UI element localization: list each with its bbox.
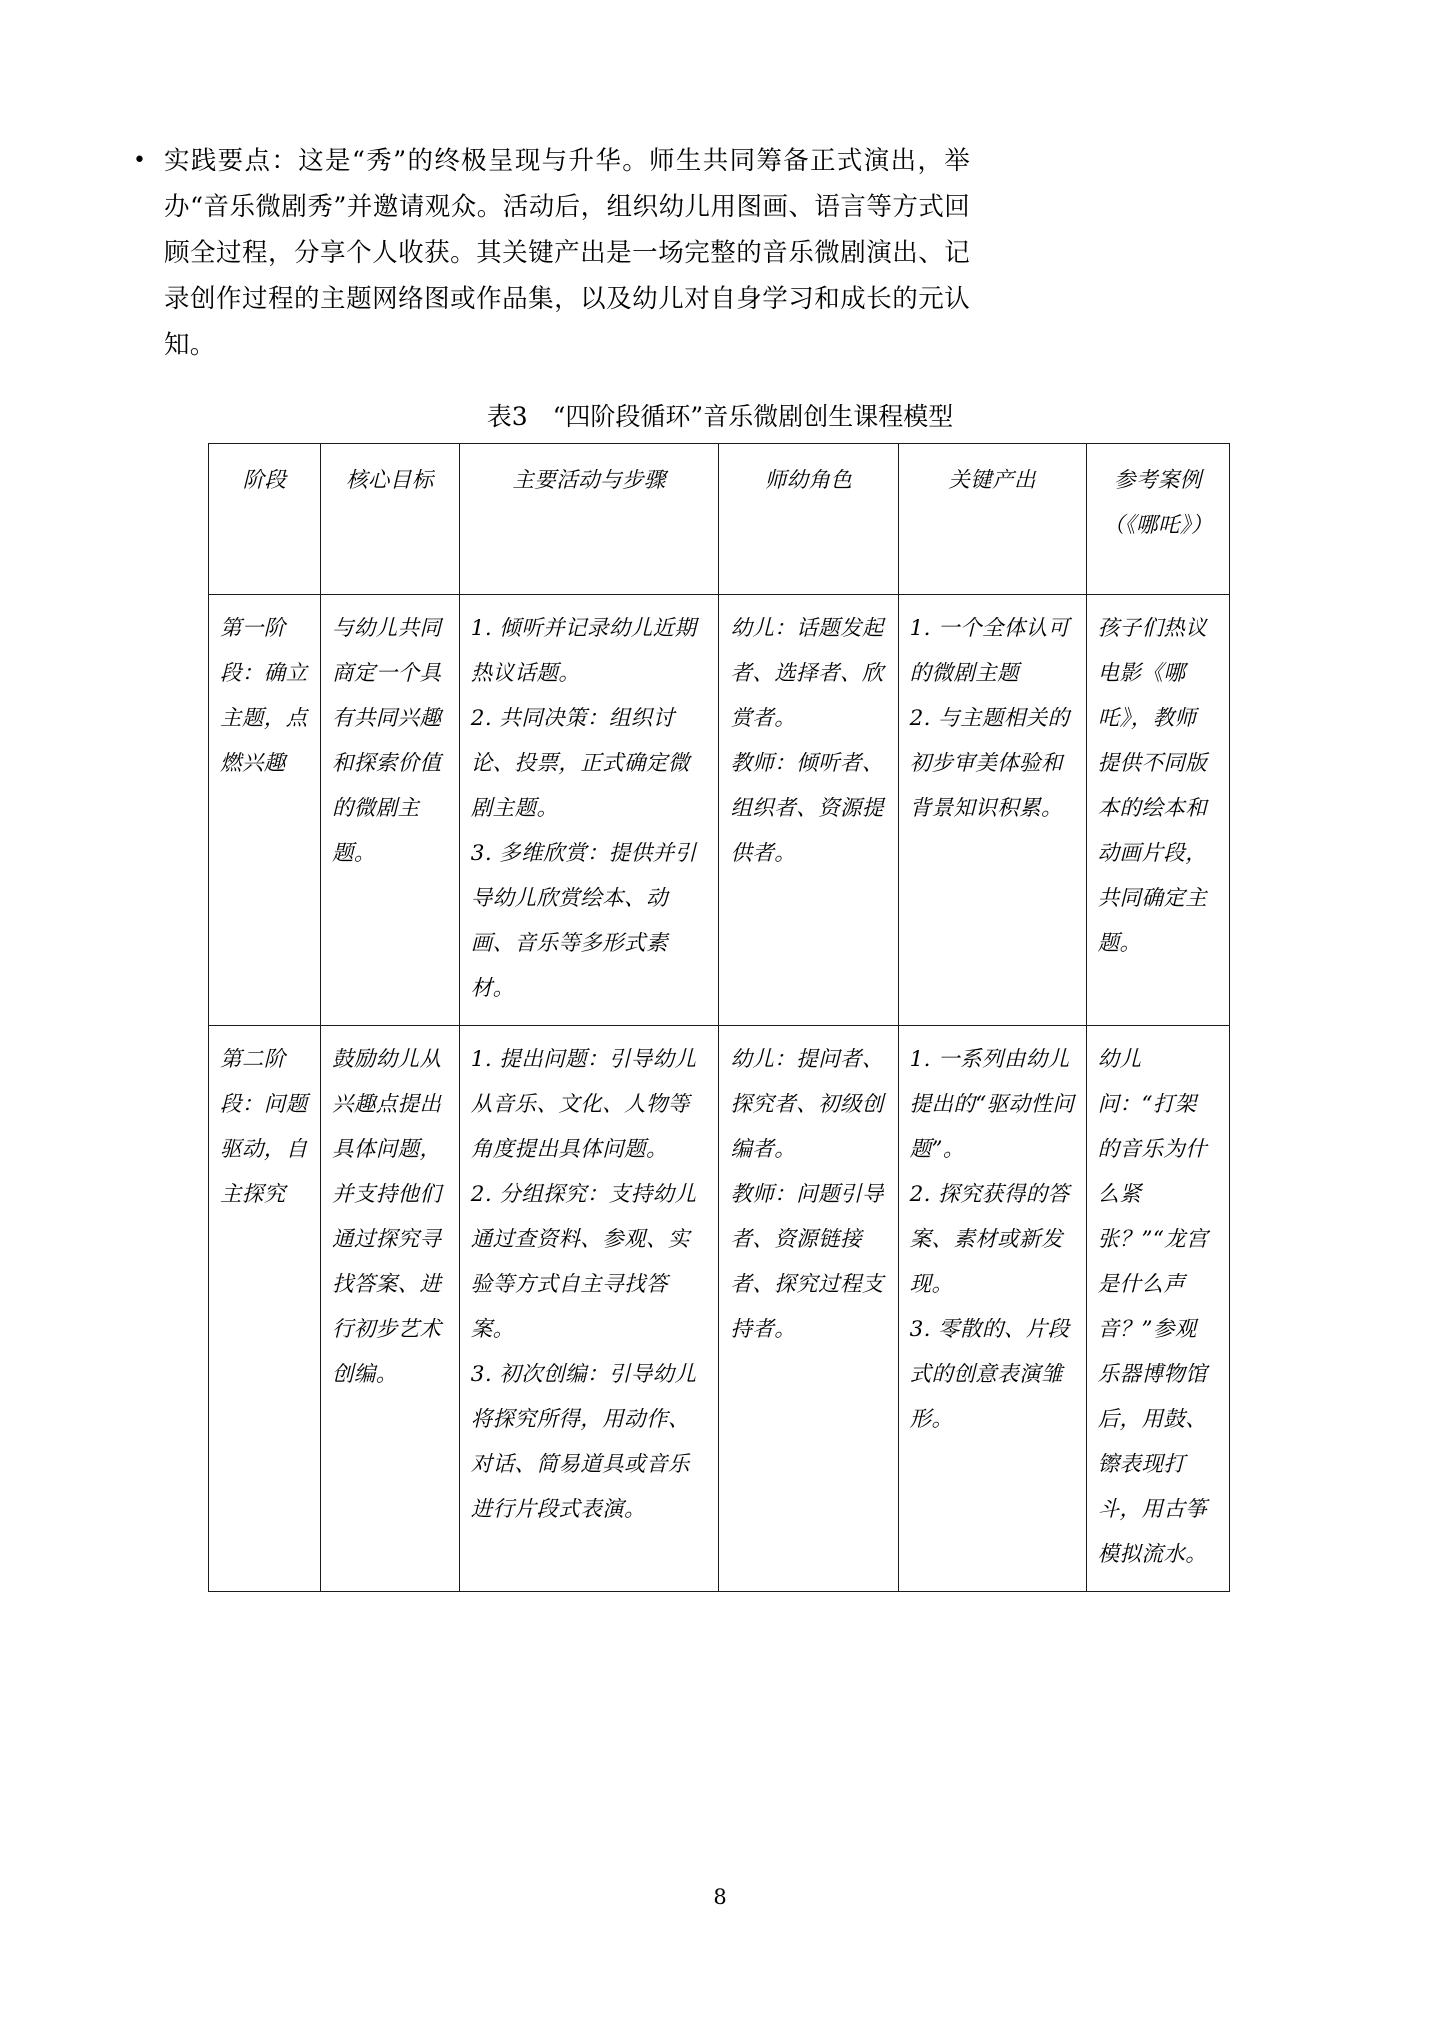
column-header-core-goal [320, 444, 459, 595]
column-header-outputs [898, 444, 1086, 595]
role-item: 幼儿：提问者、探究者、初级创编者。 [730, 1047, 884, 1162]
table-caption: 表3 “四阶段循环”音乐微剧创生课程模型 [486, 402, 954, 431]
column-header-stage-line1: 阶段 [242, 468, 287, 493]
column-header-core-goal-line1: 核心目标 [346, 468, 434, 493]
activity-item: 2. 分组探究：支持幼儿通过查资料、参观、实验等方式自主寻找答案。 [470, 1182, 697, 1342]
output-item: 2. 探究获得的答案、素材或新发现。 [909, 1182, 1070, 1297]
activity-item: 3. 初次创编：引导幼儿将探究所得，用动作、对话、简易道具或音乐进行片段式表演。 [470, 1362, 697, 1522]
column-header-example-line2: （《哪吒》） [1102, 513, 1213, 538]
output-item: 1. 一系列由幼儿提出的“驱动性问题”。 [909, 1047, 1075, 1162]
bullet-paragraph-text: 实践要点：这是“秀”的终极呈现与升华。师生共同筹备正式演出，举办“音乐微剧秀”并邀请观众。活动后，组织幼儿用图画、语言等方式回顾全过程，分享个人收获。其关键产出是一场完整的音乐微剧演出、记录创作过程的主题网络图或作品集，以及幼儿对自身学习和成长的元认知。 [164, 146, 970, 360]
column-header-stage [209, 444, 321, 595]
cell-roles [719, 595, 898, 1026]
output-item: 1. 一个全体认可的微剧主题 [909, 616, 1070, 686]
output-item: 3. 零散的、片段式的创意表演雏形。 [909, 1317, 1070, 1432]
column-header-outputs-line1: 关键产出 [948, 468, 1036, 493]
course-model-table [208, 443, 1230, 1592]
activity-item: 3. 多维欣赏：提供并引导幼儿欣赏绘本、动画、音乐等多形式素材。 [470, 841, 697, 1001]
column-header-roles [719, 444, 898, 595]
table-body [209, 595, 1230, 1592]
column-header-activities [459, 444, 719, 595]
activity-item: 1. 倾听并记录幼儿近期热议话题。 [470, 616, 697, 686]
cell-core-goal: 鼓励幼儿从兴趣点提出具体问题，并支持他们通过探究寻找答案、进行初步艺术创编。 [320, 1026, 459, 1592]
table-container [208, 443, 1230, 1592]
cell-outputs [898, 1026, 1086, 1592]
page-number: 8 [713, 1885, 727, 1909]
role-item: 教师：问题引导者、资源链接者、探究过程支持者。 [730, 1182, 884, 1342]
bullet-marker-icon: • [133, 148, 146, 173]
cell-stage: 第一阶段：确立主题，点燃兴趣 [209, 595, 321, 1026]
role-item: 幼儿：话题发起者、选择者、欣赏者。 [730, 616, 884, 731]
table-row [209, 1026, 1230, 1592]
cell-roles [719, 1026, 898, 1592]
column-header-activities-line1: 主要活动与步骤 [512, 468, 666, 493]
cell-activities [459, 1026, 719, 1592]
table-header [209, 444, 1230, 595]
table-row [209, 595, 1230, 1026]
column-header-example-line1: 参考案例 [1114, 468, 1202, 493]
table-header-row [209, 444, 1230, 595]
cell-activities [459, 595, 719, 1026]
cell-outputs [898, 595, 1086, 1026]
cell-example: 幼儿问：“打架的音乐为什么紧张？”“龙宫是什么声音？”参观乐器博物馆后，用鼓、镲表现打斗，用古筝模拟流水。 [1086, 1026, 1229, 1592]
cell-example: 孩子们热议电影《哪吒》，教师提供不同版本的绘本和动画片段，共同确定主题。 [1086, 595, 1229, 1026]
cell-stage: 第二阶段：问题驱动，自主探究 [209, 1026, 321, 1592]
bullet-paragraph-block [130, 138, 970, 368]
output-item: 2. 与主题相关的初步审美体验和背景知识积累。 [909, 706, 1070, 821]
activity-item: 2. 共同决策：组织讨论、投票，正式确定微剧主题。 [470, 706, 690, 821]
role-item: 教师：倾听者、组织者、资源提供者。 [730, 751, 884, 866]
column-header-roles-line1: 师幼角色 [764, 468, 853, 493]
cell-core-goal: 与幼儿共同商定一个具有共同兴趣和探索价值的微剧主题。 [320, 595, 459, 1026]
column-header-example [1086, 444, 1229, 595]
activity-item: 1. 提出问题：引导幼儿从音乐、文化、人物等角度提出具体问题。 [470, 1047, 697, 1162]
bullet-list-item [130, 138, 970, 368]
